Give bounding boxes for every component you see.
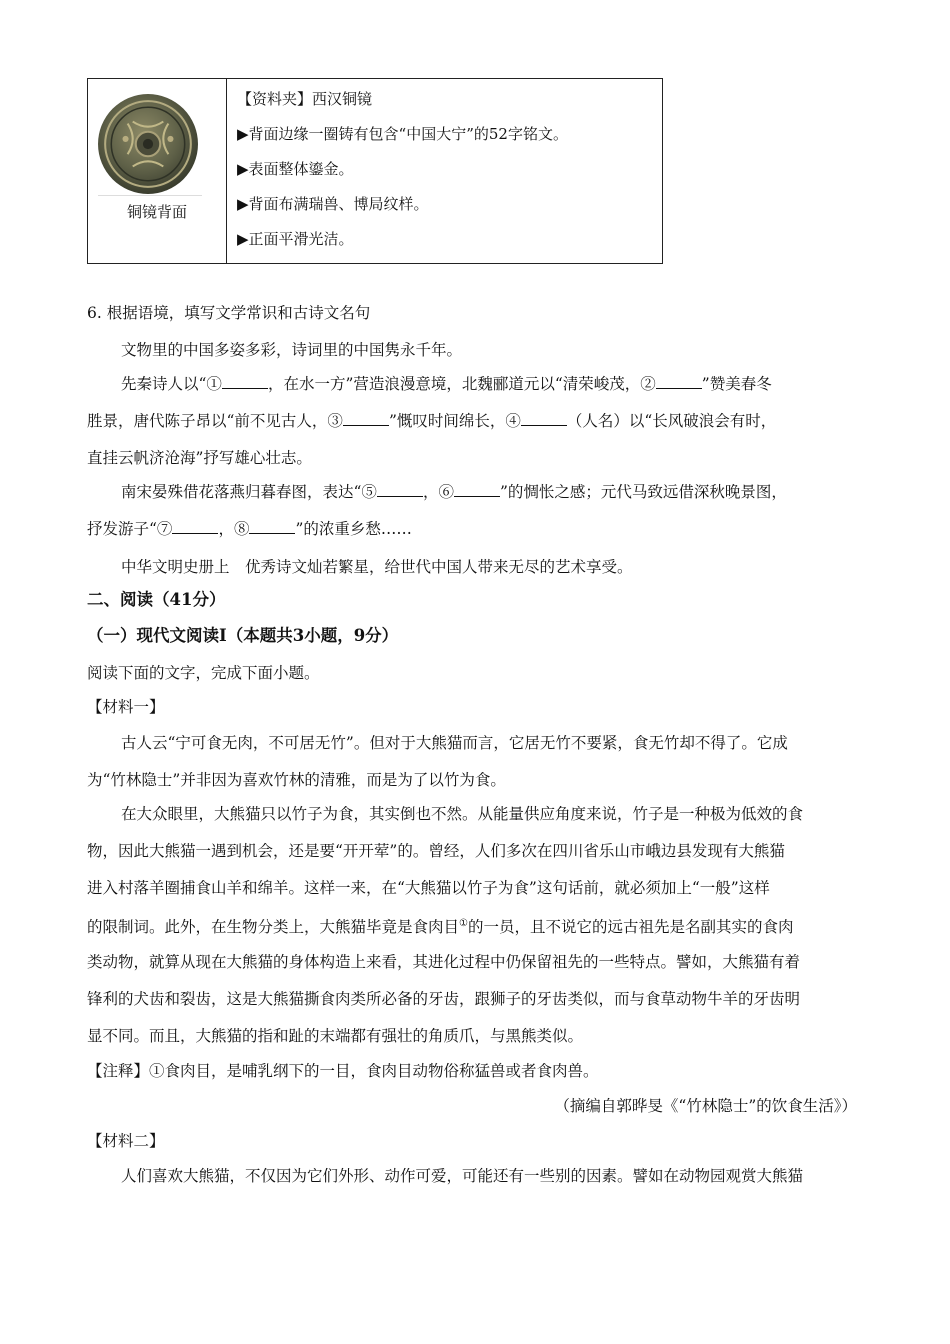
text-span: （人名）以“长风破浪会有时， (566, 412, 777, 430)
q6-title: 6. 根据语境，填写文学常识和古诗文名句 (87, 304, 371, 322)
text-span: 抒发游子“⑦ (87, 520, 173, 538)
instruction: 阅读下面的文字，完成下面小题。 (87, 664, 320, 682)
material-line: 进入村落羊圈捕食山羊和绵羊。这样一来，在“大熊猫以竹子为食”这句话前，就必须加上“一般”这样 (87, 879, 770, 897)
text-span: ”慨叹时间绵长，④ (388, 412, 521, 430)
material-line: 锋利的犬齿和裂齿，这是大熊猫撕食肉类所必备的牙齿，跟狮子的牙齿类似，而与食草动物牛羊的牙齿明 (87, 990, 801, 1008)
material-line: 物，因此大熊猫一遇到机会，还是要“开开荤”的。曾经，人们多次在四川省乐山市峨边县发现有大熊猫 (87, 842, 785, 860)
text-span: ，⑥ (422, 483, 454, 501)
text-span: ”的惆怅之感；元代马致远借深秋晚景图， (499, 483, 787, 501)
info-box-text-cell (227, 79, 662, 263)
text-span: 的限制词。此外，在生物分类上，大熊猫毕竟是食肉目 (87, 918, 460, 937)
text-span: 南宋晏殊借花落燕归暮春图，表达“⑤ (121, 483, 377, 501)
source-citation: （摘编自郭晔旻《“竹林隐士”的饮食生活》） (554, 1097, 857, 1115)
q6-paragraph: 直挂云帆济沧海”抒写雄心壮志。 (87, 449, 312, 467)
mirror-caption: 铜镜背面 (126, 203, 187, 221)
material-line: 人们喜欢大熊猫，不仅因为它们外形、动作可爱，可能还有一些别的因素。譬如在动物园观赏大熊猫 (121, 1167, 804, 1185)
material-line: 在大众眼里，大熊猫只以竹子为食，其实倒也不然。从能量供应角度来说，竹子是一种极为低效的食 (121, 805, 804, 823)
fill-blank-4[interactable] (521, 411, 567, 426)
fill-blank-1[interactable] (222, 374, 268, 389)
q6-paragraph (121, 374, 772, 394)
q6-paragraph (87, 411, 776, 431)
text-span: 先秦诗人以“① (121, 375, 222, 393)
info-line: ▶表面整体鎏金。 (237, 160, 354, 178)
caption-divider (98, 195, 202, 196)
material-line: 显不同。而且，大熊猫的指和趾的末端都有强壮的角质爪，与黑熊类似。 (87, 1027, 584, 1045)
fill-blank-5[interactable] (377, 482, 423, 497)
material-line: 古人云“宁可食无肉，不可居无竹”。但对于大熊猫而言，它居无竹不要紧，食无竹却不得了。它成 (121, 734, 788, 752)
q6-paragraph (87, 519, 412, 539)
fill-blank-3[interactable] (343, 411, 389, 426)
footnote-mark: ① (459, 918, 468, 929)
footnote: 【注释】①食肉目，是哺乳纲下的一目，食肉目动物俗称猛兽或者食肉兽。 (87, 1062, 599, 1080)
material-line (87, 914, 794, 937)
text-span: ”的浓重乡愁…… (295, 520, 412, 538)
subsection-title: （一）现代文阅读Ⅰ（本题共3小题，9分） (87, 626, 399, 645)
text-span: 胜景，唐代陈子昂以“前不见古人，③ (87, 412, 343, 430)
bronze-mirror-image (97, 93, 199, 195)
material-label: 【材料一】 (87, 698, 165, 716)
q6-paragraph: 文物里的中国多姿多彩，诗词里的中国隽永千年。 (121, 341, 463, 359)
section-title: 二、阅读（41分） (87, 590, 226, 609)
q6-paragraph: 中华文明史册上 优秀诗文灿若繁星，给世代中国人带来无尽的艺术享受。 (121, 558, 633, 576)
text-span: 的一员，且不说它的远古祖先是名副其实的食肉 (467, 918, 794, 937)
info-box-image-cell (88, 79, 227, 263)
text-span: ”赞美春冬 (701, 375, 772, 393)
text-span: ，⑧ (218, 520, 250, 538)
fill-blank-8[interactable] (249, 519, 295, 534)
text-span: ，在水一方”营造浪漫意境，北魏郦道元以“清荣峻茂，② (267, 375, 656, 393)
material-line: 类动物，就算从现在大熊猫的身体构造上来看，其进化过程中仍保留祖先的一些特点。譬如，大熊猫有着 (87, 953, 801, 971)
info-line: 【资料夹】西汉铜镜 (237, 90, 373, 108)
fill-blank-7[interactable] (172, 519, 218, 534)
material-label: 【材料二】 (87, 1132, 165, 1150)
q6-paragraph (121, 482, 787, 502)
fill-blank-2[interactable] (656, 374, 702, 389)
info-line: ▶背面布满瑞兽、博局纹样。 (237, 195, 429, 213)
info-line: ▶正面平滑光洁。 (237, 230, 354, 248)
fill-blank-6[interactable] (454, 482, 500, 497)
info-line: ▶背面边缘一圈铸有包含“中国大宁”的52字铭文。 (237, 125, 568, 143)
info-box (87, 78, 663, 264)
material-line: 为“竹林隐士”并非因为喜欢竹林的清雅，而是为了以竹为食。 (87, 771, 506, 789)
